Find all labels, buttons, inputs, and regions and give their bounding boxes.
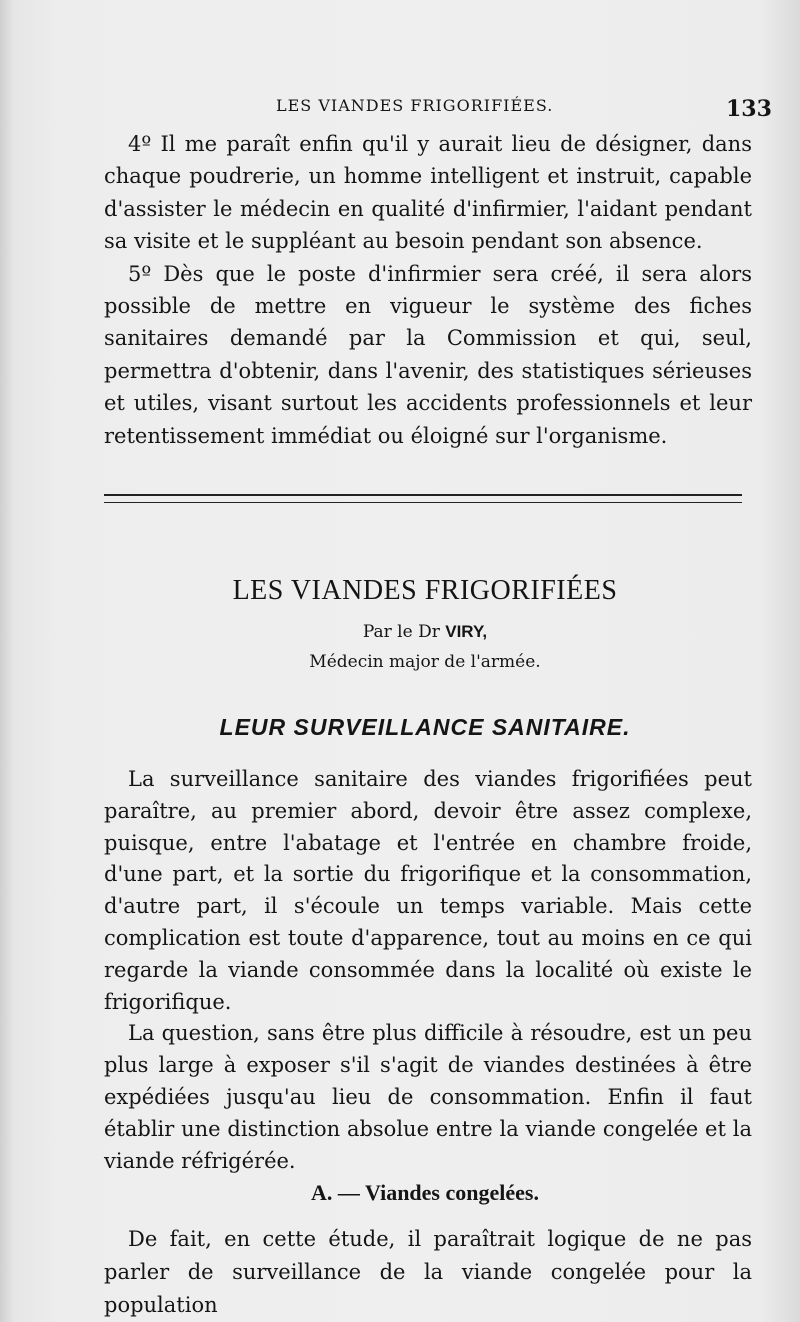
paragraph: La surveillance sanitaire des viandes frigorifiées peut paraître, au premier abord, devoir être assez complexe, puisque, entre l'abatage et l'entrée en chambre froide, d'une part, et la sortie du frigorifique et la consommation, d'autre part, il s'écoule un temps variable. Mais cette complication est toute d'apparence, tout au moins en ce qui regarde la viande consommée dans la localité où existe le frigorifique. bbox=[104, 767, 752, 1014]
section-divider bbox=[104, 494, 742, 503]
section-text bbox=[104, 1223, 752, 1322]
author-name: VIRY, bbox=[445, 622, 488, 641]
intro-text bbox=[104, 128, 752, 452]
paragraph: De fait, en cette étude, il paraîtrait logique de ne pas parler de surveillance de la viande congelée pour la population bbox=[104, 1227, 752, 1317]
article-text bbox=[104, 764, 752, 1177]
byline-prefix: Par le Dr bbox=[362, 622, 440, 642]
byline bbox=[0, 622, 800, 642]
paragraph: La question, sans être plus difficile à résoudre, est un peu plus large à exposer s'il s'agit de viandes destinées à être expédiées jusqu'au lieu de consommation. Enfin il faut établir une distinction absolue entre la viande congelée et la viande réfrigérée. bbox=[104, 1021, 752, 1173]
article-title: LES VIANDES FRIGORIFIÉES bbox=[232, 575, 618, 606]
paragraph: 4º Il me paraît enfin qu'il y aurait lieu de désigner, dans chaque poudrerie, un homme intelligent et instruit, capable d'assister le médecin en qualité d'infirmier, l'aidant pendant sa visite et le suppléant au besoin pendant son absence. bbox=[104, 132, 752, 254]
page-number: 133 bbox=[726, 96, 772, 122]
article-subtitle: LEUR SURVEILLANCE SANITAIRE. bbox=[219, 714, 631, 740]
running-head: LES VIANDES FRIGORIFIÉES. bbox=[276, 96, 554, 115]
section-heading: A. — Viandes congelées. bbox=[311, 1180, 539, 1205]
author-affiliation: Médecin major de l'armée. bbox=[309, 652, 541, 672]
paragraph: 5º Dès que le poste d'infirmier sera créé, il sera alors possible de mettre en vigueur le système des fiches sanitaires demandé par la Commission et qui, seul, permettra d'obtenir, dans l'avenir, des statistiques sérieuses et utiles, visant surtout les accidents professionnels et leur retentissement immédiat ou éloigné sur l'organisme. bbox=[104, 261, 752, 448]
